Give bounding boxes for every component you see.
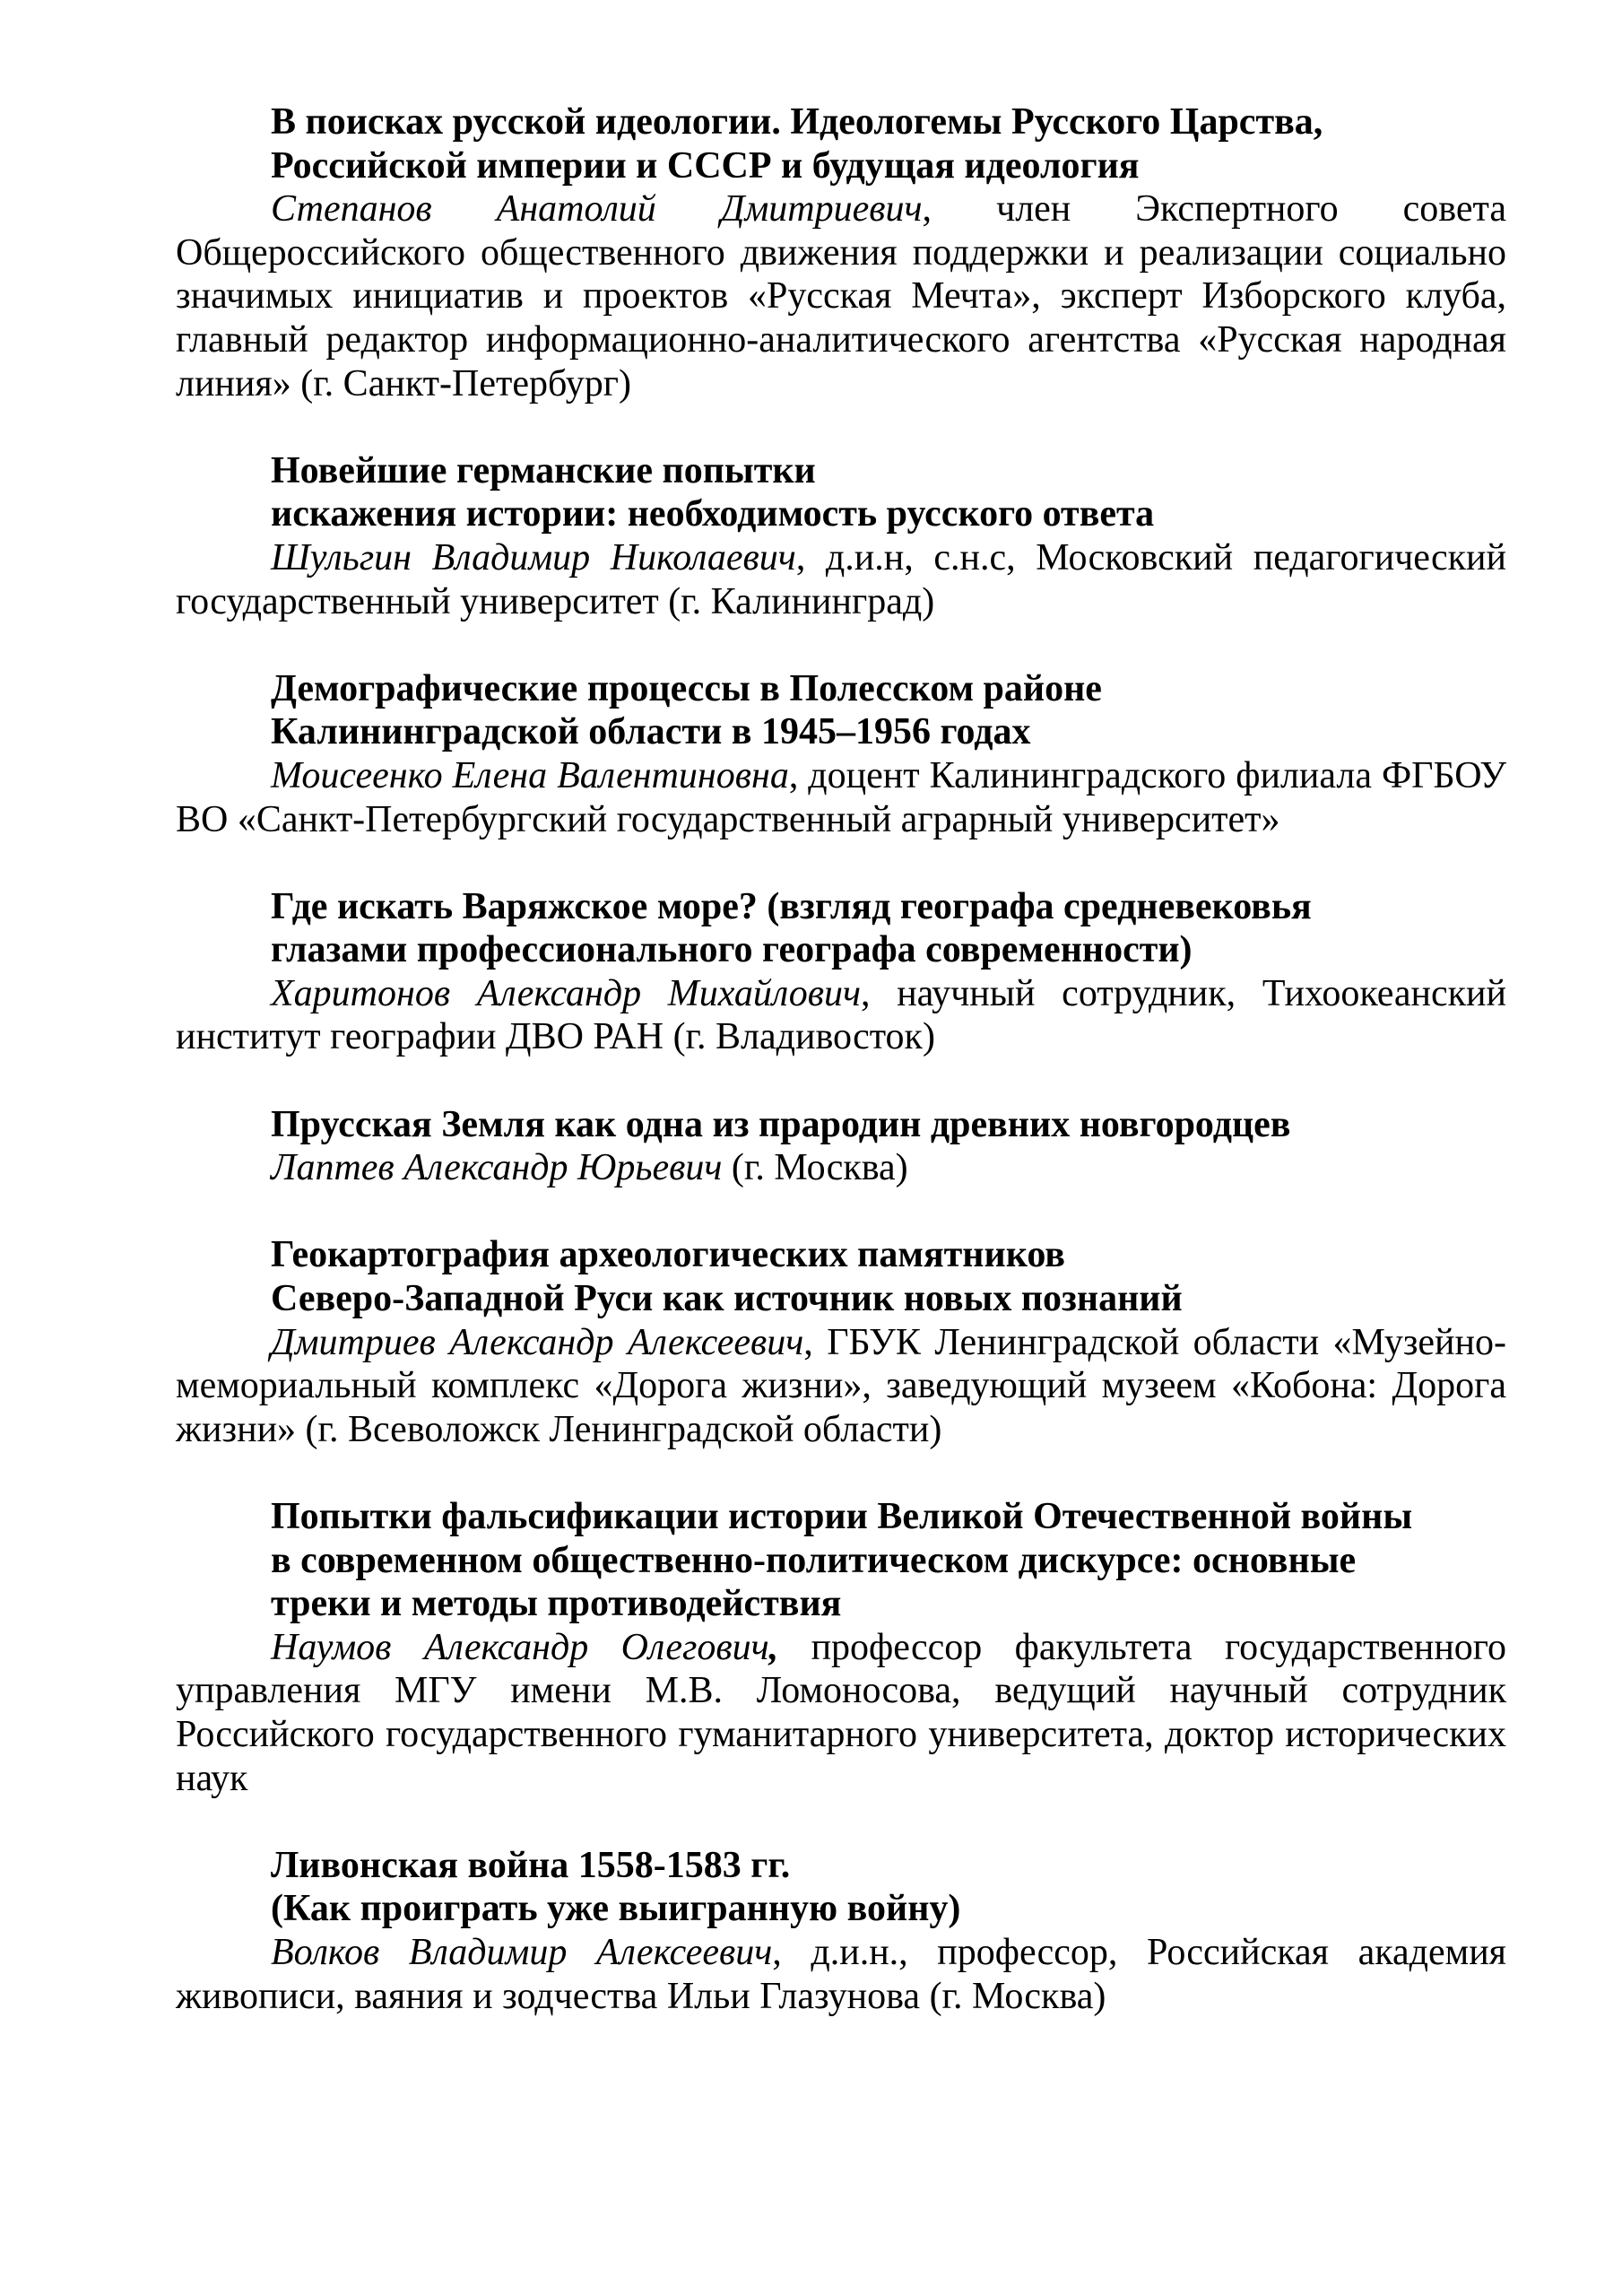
talk-title-line: Попытки фальсификации истории Великой Отечественной войны [271, 1496, 1413, 1537]
talk-entry [176, 100, 1506, 405]
speaker-details: , ГБУК Ленинградской области «Музейно-мемориальный комплекс «Дорога жизни», заведующий музеем «Кобона: Дорога жизни» (г. Всеволожск Ленинградской области) [176, 1321, 1506, 1450]
talk-title [271, 1844, 1506, 1931]
speaker-details: , член Экспертного совета Общероссийского общественного движения поддержки и реализации социально значимых инициатив и проектов «Русская Мечта», эксперт Изборского клуба, главный редактор информационно-аналитического агентства «Русская народная линия» (г. Санкт-Петербург) [176, 188, 1506, 404]
talk-title-line: Северо-Западной Руси как источник новых познаний [271, 1278, 1183, 1320]
talk-speaker [176, 1321, 1506, 1452]
talk-speaker [176, 1146, 1506, 1190]
talk-speaker [176, 536, 1506, 623]
talk-speaker [176, 1626, 1506, 1800]
speaker-name: Наумов Александр Олегович [271, 1626, 769, 1668]
talk-entry [176, 885, 1506, 1059]
speaker-details: , научный сотрудник, Тихоокеанский институт географии ДВО РАН (г. Владивосток) [176, 972, 1506, 1058]
talk-entry [176, 1495, 1506, 1800]
talk-title [271, 1103, 1506, 1147]
talk-title-line: В поисках русской идеологии. Идеологемы Русского Царства, [271, 101, 1323, 143]
talk-title [271, 1233, 1506, 1320]
talk-title-line: Калининградской области в 1945–1956 годах [271, 711, 1031, 753]
talk-title-line: искажения истории: необходимость русского ответа [271, 493, 1155, 535]
talk-title-line: Новейшие германские попытки [271, 449, 816, 491]
talk-title-line: Прусская Земля как одна из прародин древних новгородцев [271, 1103, 1291, 1145]
speaker-name: Харитонов Александр Михайлович [271, 972, 861, 1014]
speaker-name: Волков Владимир Алексеевич [271, 1931, 773, 1973]
talk-entry [176, 1233, 1506, 1451]
talk-title-line: Где искать Варяжское море? (взгляд географа средневековья [271, 885, 1312, 927]
talk-speaker [176, 754, 1506, 841]
talk-speaker [176, 972, 1506, 1059]
speaker-name-comma: , [768, 1626, 779, 1668]
speaker-details: , д.и.н., профессор, Российская академия живописи, ваяния и зодчества Ильи Глазунова (г. Москва) [176, 1931, 1507, 2017]
talk-entry [176, 449, 1506, 623]
talk-title-line: глазами профессионального географа современности) [271, 929, 1193, 971]
speaker-name: Степанов Анатолий Дмитриевич [271, 188, 923, 230]
speaker-name: Лаптев Александр Юрьевич [271, 1147, 723, 1189]
talk-title [271, 667, 1506, 754]
talk-title [271, 100, 1506, 187]
talk-speaker [176, 187, 1506, 405]
talk-entry [176, 1103, 1506, 1190]
speaker-name: Шульгин Владимир Николаевич [271, 536, 796, 578]
talk-title [271, 1495, 1506, 1626]
talk-speaker [176, 1931, 1506, 2018]
speaker-details: (г. Москва) [722, 1147, 908, 1189]
talk-title-line: Ливонская война 1558-1583 гг. [271, 1844, 791, 1886]
talk-title-line: треки и методы противодействия [271, 1583, 842, 1625]
speaker-name: Дмитриев Александр Алексеевич [271, 1321, 804, 1363]
speaker-details: , доцент Калининградского филиала ФГБОУ ВО «Санкт-Петербургский государственный аграрный университет» [176, 754, 1506, 840]
talk-title-line: Российской империи и СССР и будущая идеология [271, 144, 1140, 187]
talk-list [176, 100, 1506, 2018]
talk-title-line: Демографические процессы в Полесском районе [271, 667, 1102, 709]
speaker-name: Моисеенко Елена Валентиновна [271, 754, 789, 796]
speaker-details: , д.и.н, с.н.с, Московский педагогический государственный университет (г. Калининград) [176, 536, 1506, 622]
talk-title-line: (Как проиграть уже выигранную войну) [271, 1888, 961, 1930]
talk-title-line: в современном общественно-политическом дискурсе: основные [271, 1539, 1357, 1581]
speaker-details: профессор факультета государственного управления МГУ имени М.В. Ломоносова, ведущий научный сотрудник Российского государственного гуманитарного университета, доктор исторических наук [176, 1626, 1506, 1799]
talk-entry [176, 1844, 1506, 2018]
talk-title-line: Геокартография археологических памятников [271, 1234, 1065, 1276]
talk-entry [176, 667, 1506, 841]
talk-title [271, 449, 1506, 536]
talk-title [271, 885, 1506, 972]
